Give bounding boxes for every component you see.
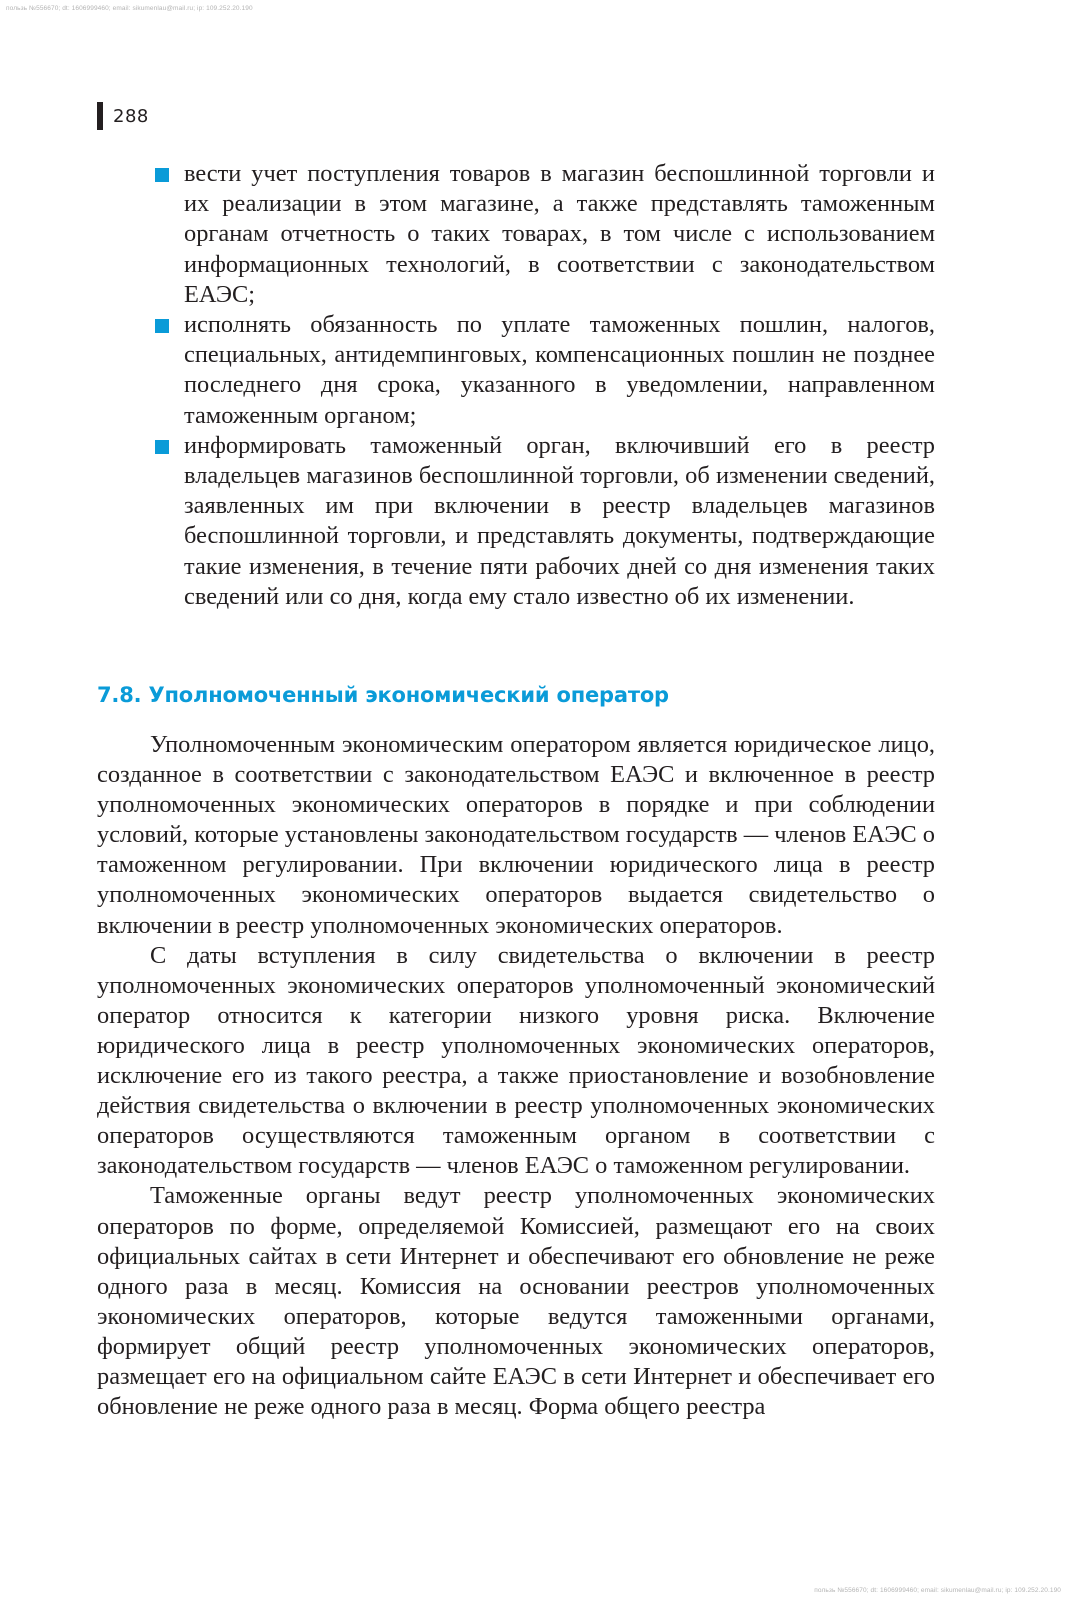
list-item-text: вести учет поступления товаров в магазин беспошлинной торговли и их реализации в этом магазине, а также представлять таможенным органам отчетность о таких товарах, в том числе с использованием информационных технологий, в соответствии с законодательством ЕАЭС; xyxy=(184,160,935,308)
list-item xyxy=(155,310,935,431)
paragraph: С даты вступления в силу свидетельства о включении в реестр уполномоченных экономических операторов уполномоченный экономический оператор относится к категории низкого уровня риска. Включение юридического лица в реестр уполномоченных экономических операторов, исключение его из такого реестра, а также приостановление и возобновление действия свидетельства о включении в реестр уполномоченных экономических операторов осуществляются таможенным органом в соответствии с законодательством государств — членов ЕАЭС о таможенном регулировании. xyxy=(97,941,935,1180)
paragraph: Таможенные органы ведут реестр уполномоченных экономических операторов по форме, определяемой Комиссией, размещают его на своих официальных сайтах в сети Интернет и обеспечивают его обновление не реже одного раза в месяц. Комиссия на основании реестров уполномоченных экономических операторов, которые ведутся таможенными органами, формирует общий реестр уполномоченных экономических операторов, размещает его на официальном сайте ЕАЭС в сети Интернет и обеспечивает его обновление не реже одного раза в месяц. Форма общего реестра xyxy=(97,1182,935,1421)
section-body xyxy=(97,730,935,1422)
watermark-top: пользь №556670; dt: 1606999460; email: sikumenlau@mail.ru; ip: 109.252.20.190 xyxy=(6,5,253,12)
paragraph: Уполномоченным экономическим оператором является юридическое лицо, созданное в соответствии с законодательством ЕАЭС и включенное в реестр уполномоченных экономических операторов в порядке и при соблюдении условий, которые установлены законодательством государств — членов ЕАЭС о таможенном регулировании. При включении юридического лица в реестр уполномоченных экономических операторов выдается свидетельство о включении в реестр уполномоченных экономических операторов. xyxy=(97,731,935,939)
square-bullet-icon xyxy=(155,319,169,333)
square-bullet-icon xyxy=(155,168,169,182)
list-item-text: исполнять обязанность по уплате таможенных пошлин, налогов, специальных, антидемпинговых, компенсационных пошлин не позднее последнего дня срока, указанного в уведомлении, направленном таможенным органом; xyxy=(184,311,935,429)
list-item xyxy=(155,431,935,612)
page-number-bar xyxy=(97,102,103,130)
section-heading: 7.8. Уполномоченный экономический оператор xyxy=(97,683,669,707)
square-bullet-icon xyxy=(155,440,169,454)
bullet-list xyxy=(155,159,935,612)
page-number xyxy=(97,102,149,130)
list-item-text: информировать таможенный орган, включивший его в реестр владельцев магазинов беспошлинной торговли, об изменении сведений, заявленных им при включении в реестр владельцев магазинов беспошлинной торговли, и представлять документы, подтверждающие такие изменения, в течение пяти рабочих дней со дня изменения таких сведений или со дня, когда ему стало известно об их изменении. xyxy=(184,431,935,610)
page-number-text: 288 xyxy=(113,105,149,127)
list-item xyxy=(155,159,935,310)
watermark-bottom: пользь №556670; dt: 1606999460; email: sikumenlau@mail.ru; ip: 109.252.20.190 xyxy=(814,1587,1061,1594)
